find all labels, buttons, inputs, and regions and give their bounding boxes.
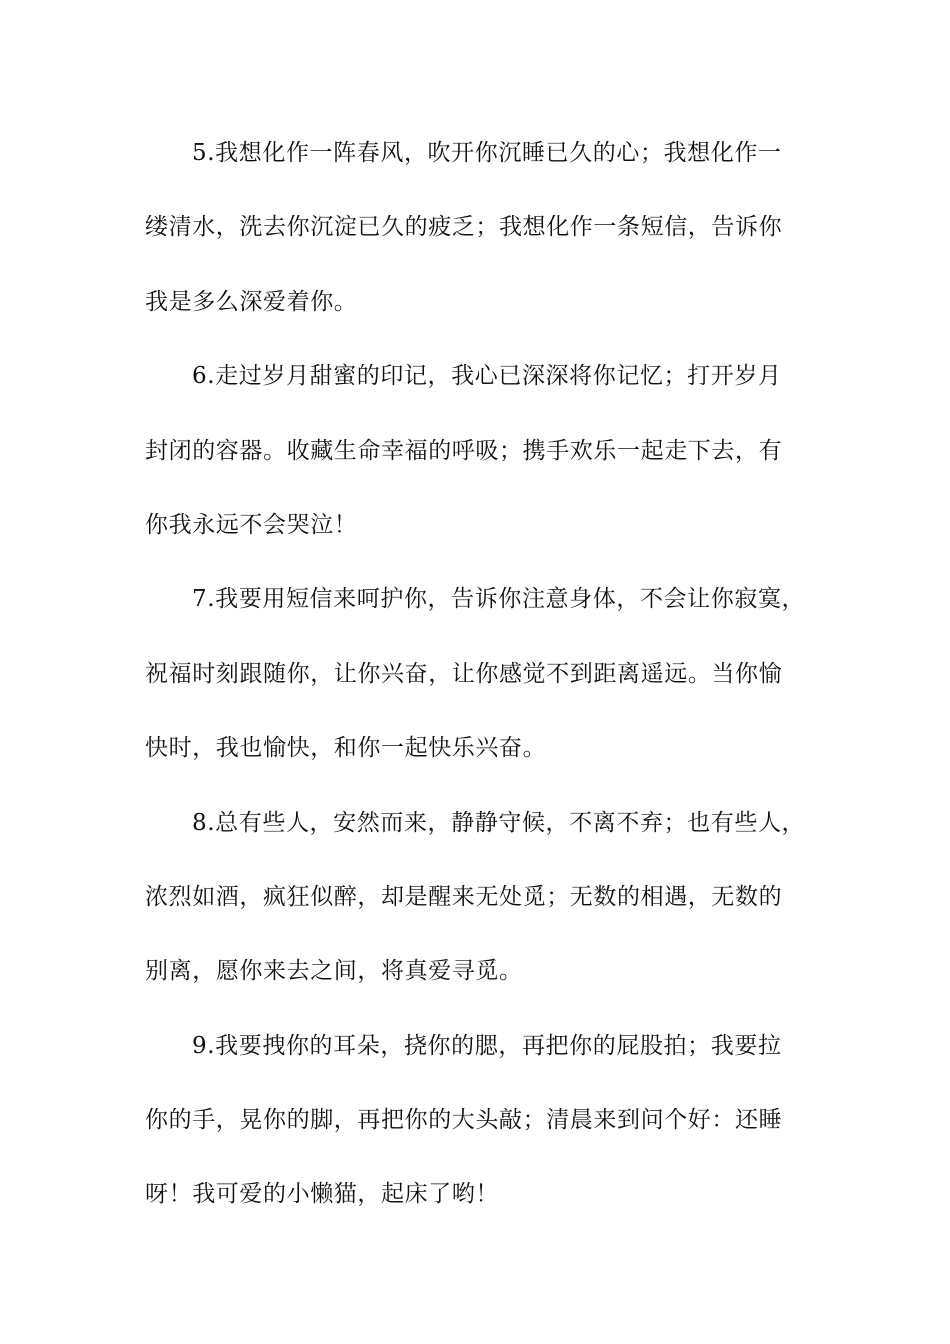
paragraph-line: 7.我要用短信来呵护你，告诉你注意身体，不会让你寂寞， [192, 586, 806, 613]
paragraph-line: 缕清水，洗去你沉淀已久的疲乏；我想化作一条短信，告诉你 [145, 214, 783, 241]
paragraph-5 [145, 116, 810, 339]
paragraph-8 [145, 786, 810, 1009]
paragraph-line: 9.我要拽你的耳朵，挠你的腮，再把你的屁股拍；我要拉 [192, 1032, 782, 1059]
paragraph-line: 你的手，晃你的脚，再把你的大头敲；清晨来到问个好：还睡 [145, 1107, 783, 1134]
paragraph-line: 我是多么深爱着你。 [145, 288, 358, 315]
paragraph-line: 快时，我也愉快，和你一起快乐兴奋。 [145, 735, 547, 762]
paragraph-9 [145, 1009, 810, 1232]
paragraph-line: 呀！我可爱的小懒猫，起床了哟！ [145, 1181, 499, 1208]
paragraph-line: 封闭的容器。收藏生命幸福的呼吸；携手欢乐一起走下去，有 [145, 437, 783, 464]
paragraph-line: 8.总有些人，安然而来，静静守候，不离不弃；也有些人， [192, 809, 806, 836]
paragraph-line: 5.我想化作一阵春风，吹开你沉睡已久的心；我想化作一 [192, 140, 782, 166]
paragraph-7 [145, 562, 810, 785]
paragraph-6 [145, 339, 810, 562]
paragraph-line: 你我永远不会哭泣！ [145, 511, 358, 538]
paragraph-line: 别离，愿你来去之间，将真爱寻觅。 [145, 958, 523, 985]
paragraph-line: 6.走过岁月甜蜜的印记，我心已深深将你记忆；打开岁月 [192, 363, 782, 390]
document-body [145, 116, 810, 1232]
paragraph-line: 浓烈如酒，疯狂似醉，却是醒来无处觅；无数的相遇，无数的 [145, 883, 783, 910]
paragraph-line: 祝福时刻跟随你，让你兴奋，让你感觉不到距离遥远。当你愉 [145, 660, 783, 687]
